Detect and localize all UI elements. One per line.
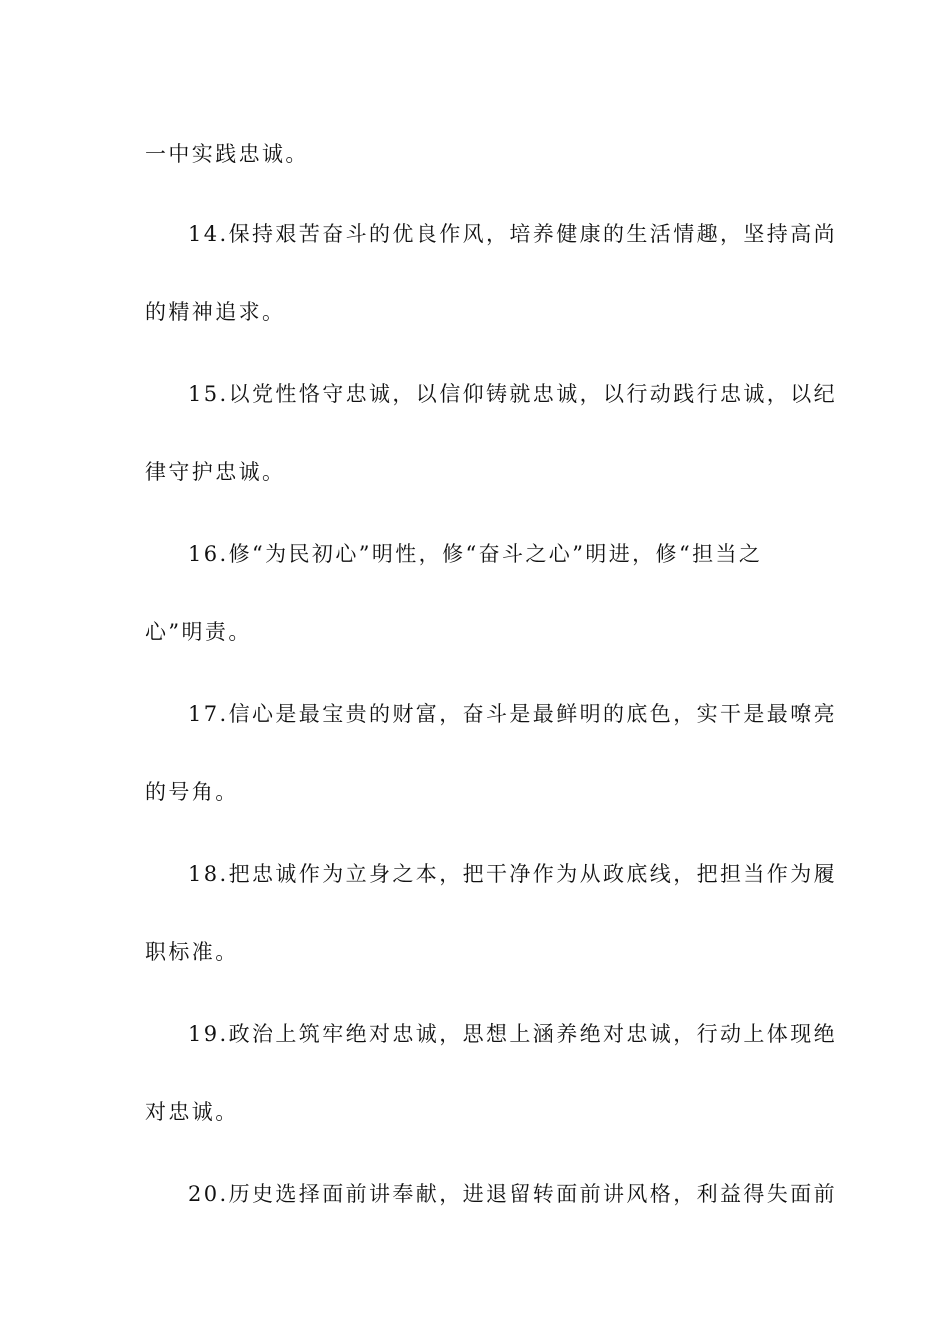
paragraph-line: 的号角。: [145, 780, 239, 804]
paragraph-line: 对忠诚。: [145, 1100, 239, 1124]
paragraph-line: 一中实践忠诚。: [145, 142, 309, 166]
paragraph-line: 心”明责。: [145, 620, 252, 644]
paragraph-line-item-17: 17.信心是最宝贵的财富，奋斗是最鲜明的底色，实干是最嘹亮: [188, 702, 837, 726]
paragraph-line-item-15: 15.以党性恪守忠诚，以信仰铸就忠诚，以行动践行忠诚，以纪: [188, 382, 837, 406]
paragraph-line: 职标准。: [145, 940, 239, 964]
paragraph-line-item-18: 18.把忠诚作为立身之本，把干净作为从政底线，把担当作为履: [188, 862, 837, 886]
paragraph-line-item-19: 19.政治上筑牢绝对忠诚，思想上涵养绝对忠诚，行动上体现绝: [188, 1022, 837, 1046]
paragraph-line-item-16: 16.修“为民初心”明性，修“奋斗之心”明进，修“担当之: [188, 542, 763, 566]
paragraph-line: 律守护忠诚。: [145, 460, 286, 484]
paragraph-line: 的精神追求。: [145, 300, 286, 324]
paragraph-line-item-20: 20.历史选择面前讲奉献，进退留转面前讲风格，利益得失面前: [188, 1182, 837, 1206]
paragraph-line-item-14: 14.保持艰苦奋斗的优良作风，培养健康的生活情趣，坚持高尚: [188, 222, 837, 246]
